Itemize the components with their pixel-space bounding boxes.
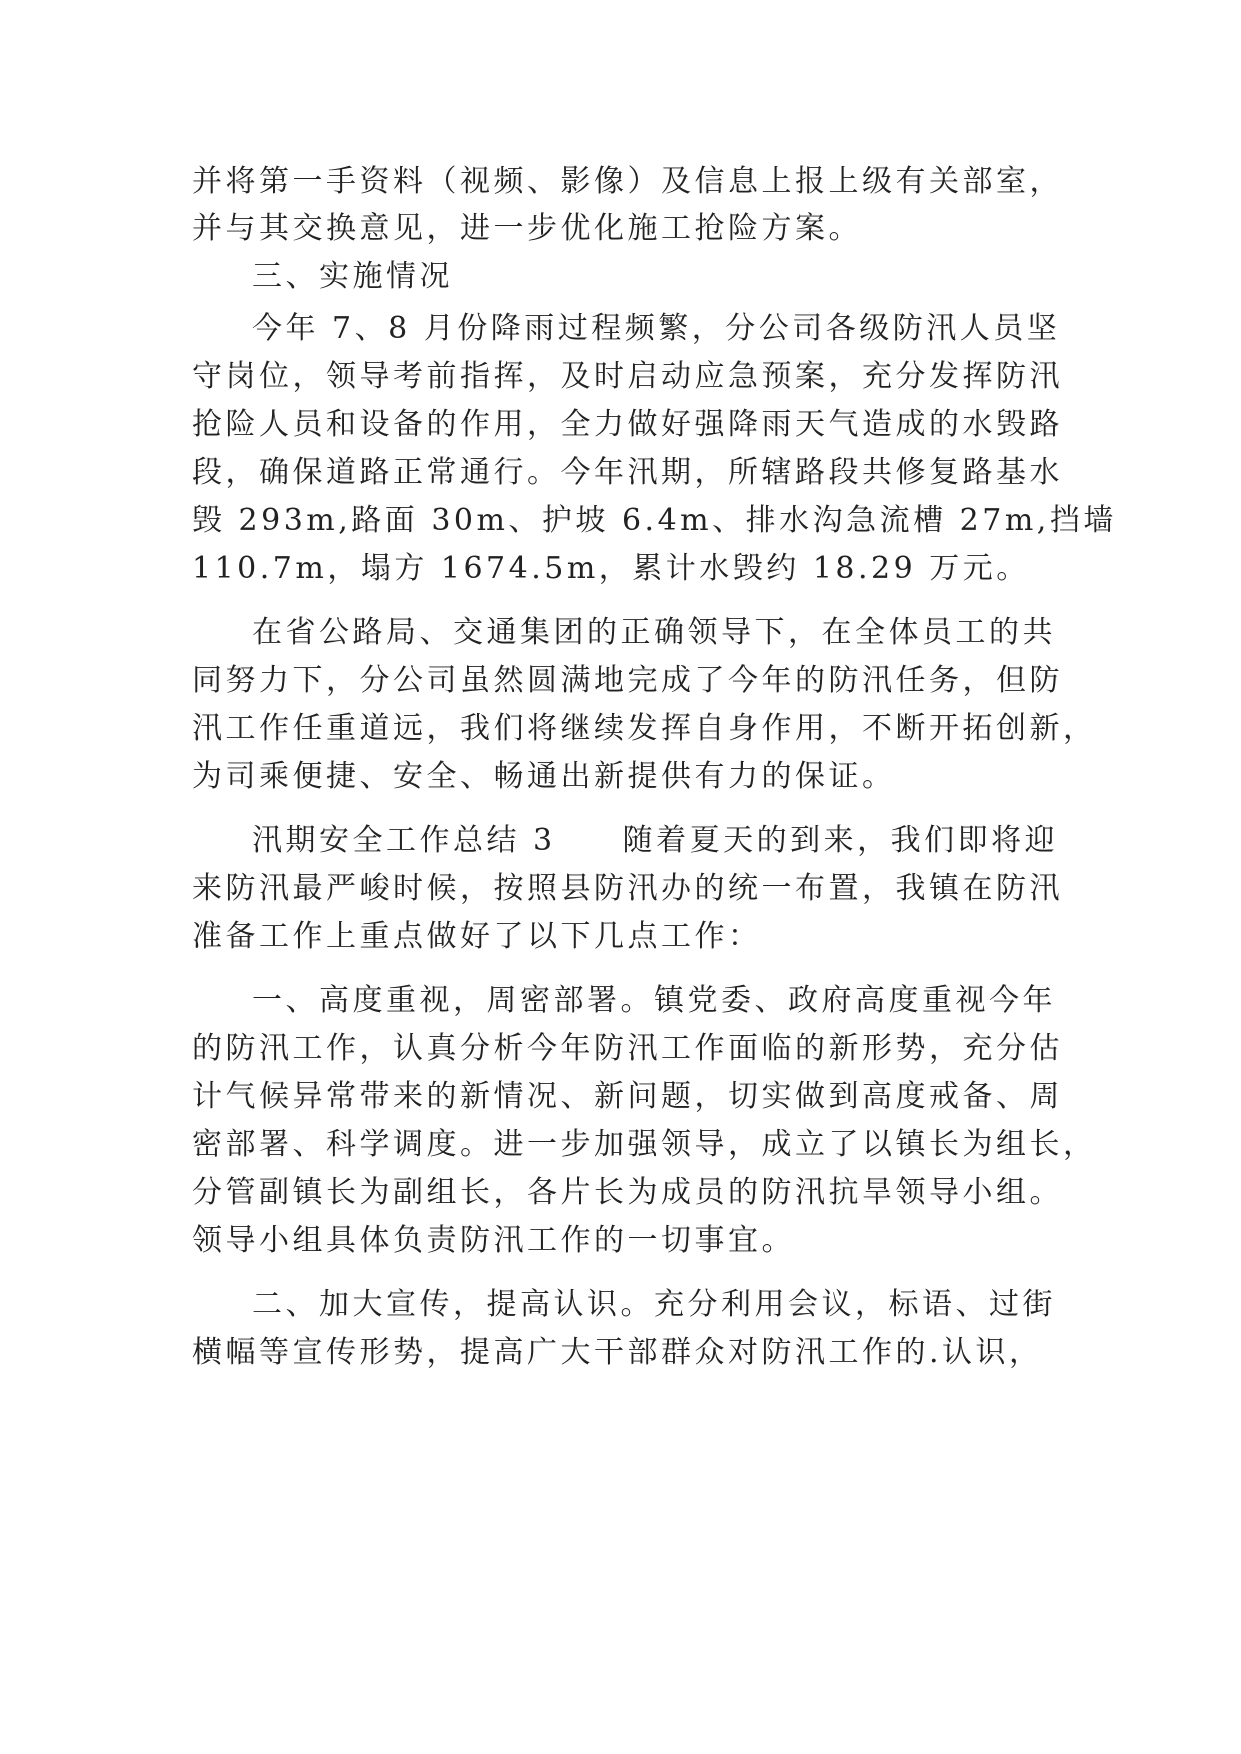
text-line: 的防汛工作，认真分析今年防汛工作面临的新形势，充分估 [192, 1031, 1063, 1066]
text-line: 计气候异常带来的新情况、新问题，切实做到高度戒备、周 [192, 1079, 1063, 1114]
paragraph-start: 今年 7、8 月份降雨过程频繁，分公司各级防汛人员坚 [252, 311, 1061, 346]
paragraph-start: 在省公路局、交通集团的正确领导下，在全体员工的共 [252, 615, 1056, 650]
text-line: 并与其交换意见，进一步优化施工抢险方案。 [192, 211, 862, 246]
text-line: 同努力下，分公司虽然圆满地完成了今年的防汛任务，但防 [192, 663, 1063, 698]
text-line: 毁 293m,路面 30m、护坡 6.4m、排水沟急流槽 27m,挡墙 [192, 503, 1117, 538]
text-line: 领导小组具体负责防汛工作的一切事宜。 [192, 1223, 795, 1258]
text-line: 段，确保道路正常通行。今年汛期，所辖路段共修复路基水 [192, 455, 1063, 490]
text-line: 密部署、科学调度。进一步加强领导，成立了以镇长为组长， [192, 1127, 1097, 1162]
text-line: 抢险人员和设备的作用，全力做好强降雨天气造成的水毁路 [192, 407, 1063, 442]
section-heading: 三、实施情况 [252, 259, 453, 294]
text-line: 为司乘便捷、安全、畅通出新提供有力的保证。 [192, 759, 896, 794]
text-line: 并将第一手资料（视频、影像）及信息上报上级有关部室， [192, 164, 1063, 199]
text-line: 准备工作上重点做好了以下几点工作： [192, 919, 762, 954]
paragraph-start: 二、加大宣传，提高认识。充分利用会议，标语、过街 [252, 1287, 1056, 1322]
paragraph-start: 汛期安全工作总结 3 随着夏天的到来，我们即将迎 [252, 823, 1059, 858]
text-line: 来防汛最严峻时候，按照县防汛办的统一布置，我镇在防汛 [192, 871, 1063, 906]
text-line: 110.7m，塌方 1674.5m，累计水毁约 18.29 万元。 [192, 551, 1030, 586]
text-line: 汛工作任重道远，我们将继续发挥自身作用，不断开拓创新， [192, 711, 1097, 746]
text-line: 横幅等宣传形势，提高广大干部群众对防汛工作的.认识， [192, 1335, 1043, 1370]
text-line: 守岗位，领导考前指挥，及时启动应急预案，充分发挥防汛 [192, 359, 1063, 394]
text-line: 分管副镇长为副组长，各片长为成员的防汛抗旱领导小组。 [192, 1175, 1063, 1210]
paragraph-start: 一、高度重视，周密部署。镇党委、政府高度重视今年 [252, 983, 1056, 1018]
